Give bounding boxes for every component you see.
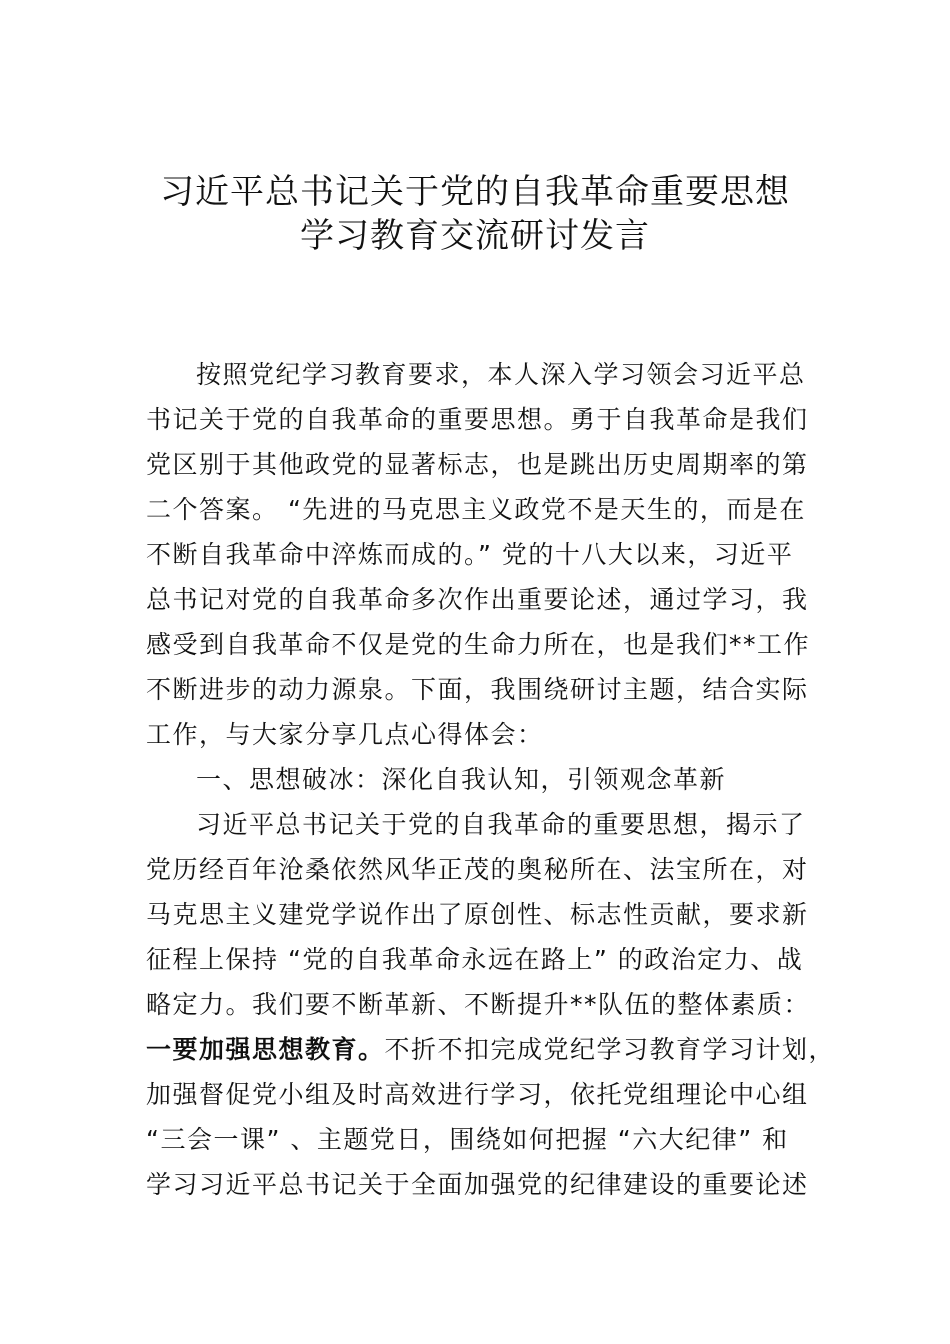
paragraph-line: 加强督促党小组及时高效进行学习，依托党组理论中心组: [146, 1080, 809, 1109]
paragraph-line: 学习习近平总书记关于全面加强党的纪律建设的重要论述: [146, 1170, 809, 1199]
paragraph-line: 马克思主义建党学说作出了原创性、标志性贡献，要求新: [146, 900, 809, 929]
paragraph-line: 按照党纪学习教育要求，本人深入学习领会习近平总: [196, 360, 806, 389]
document-title-line-1: 习近平总书记关于党的自我革命重要思想: [160, 172, 790, 212]
document-title-line-2: 学习教育交流研讨发言: [300, 216, 650, 256]
paragraph-line: 略定力。我们要不断革新、不断提升**队伍的整体素质：: [146, 990, 811, 1019]
paragraph-line: 总书记对党的自我革命多次作出重要论述，通过学习，我: [146, 585, 809, 614]
paragraph-text: 不折不扣完成党纪学习教育学习计划，: [384, 1035, 836, 1064]
paragraph-line-with-bold-lead: [146, 1033, 835, 1067]
paragraph-line: 党区别于其他政党的显著标志，也是跳出历史周期率的第: [146, 450, 809, 479]
paragraph-line: 工作，与大家分享几点心得体会：: [146, 720, 544, 749]
paragraph-line: “三会一课” 、主题党日，围绕如何把握 “六大纪律” 和: [146, 1125, 789, 1154]
paragraph-line: 不断进步的动力源泉。下面，我围绕研讨主题，结合实际: [146, 675, 809, 704]
paragraph-line: 征程上保持 “党的自我革命永远在路上” 的政治定力、战: [146, 945, 804, 974]
paragraph-line: 书记关于党的自我革命的重要思想。勇于自我革命是我们: [146, 405, 809, 434]
paragraph-line: 党历经百年沧桑依然风华正茂的奥秘所在、法宝所在，对: [146, 855, 809, 884]
section-heading: 一、思想破冰：深化自我认知，引领观念革新: [196, 765, 727, 794]
paragraph-line: 习近平总书记关于党的自我革命的重要思想，揭示了: [196, 810, 806, 839]
paragraph-line: 感受到自我革命不仅是党的生命力所在，也是我们**工作: [146, 630, 811, 659]
bold-lead-text: 一要加强思想教育。: [146, 1035, 385, 1064]
paragraph-line: 不断自我革命中淬炼而成的。” 党的十八大以来，习近平: [146, 540, 794, 569]
paragraph-line: 二个答案。 “先进的马克思主义政党不是天生的，而是在: [146, 495, 806, 524]
